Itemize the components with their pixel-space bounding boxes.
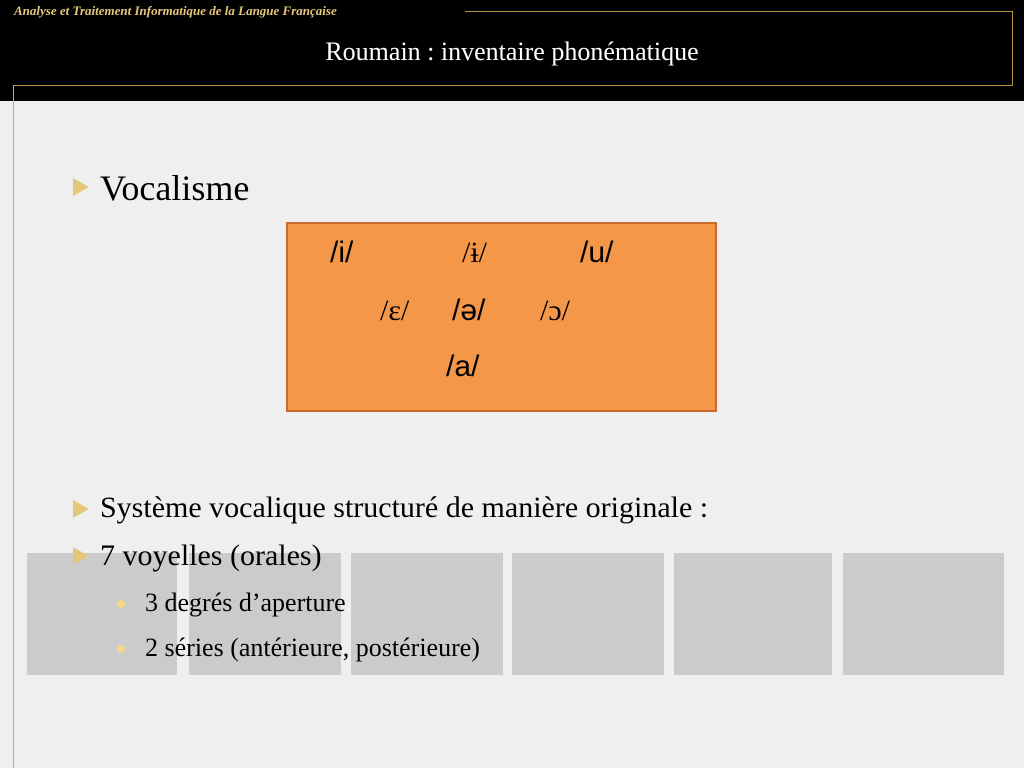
slide-title: Roumain : inventaire phonématique [325, 37, 699, 66]
vowel-i: /i/ [330, 236, 354, 269]
running-title: Analyse et Traitement Informatique de la Langue Française [14, 3, 337, 18]
vowel-a: /a/ [446, 350, 480, 383]
background-tile [512, 553, 664, 675]
sub-bullet-dot-icon [117, 600, 125, 608]
section-heading: Vocalisme [100, 168, 250, 208]
header-divider [465, 11, 1013, 12]
vowel-u: /u/ [580, 236, 614, 269]
bullet-arrow-icon [73, 547, 89, 565]
bullet-text: 7 voyelles (orales) [100, 539, 322, 572]
vowel-barred-i: /ɨ/ [462, 236, 488, 269]
bullet-arrow-icon [73, 178, 89, 196]
vowel-schwa: /ə/ [452, 294, 486, 327]
background-tile [843, 553, 1004, 675]
vowel-open-o: /ɔ/ [540, 294, 570, 327]
left-rule [13, 85, 14, 768]
bullet-text: Système vocalique structuré de manière originale : [100, 491, 709, 524]
sub-bullet-text: 3 degrés d’aperture [145, 588, 346, 617]
bullet-arrow-icon [73, 500, 89, 518]
background-tile [674, 553, 832, 675]
vowel-open-e: /ɛ/ [380, 294, 410, 327]
sub-bullet-text: 2 séries (antérieure, postérieure) [145, 633, 480, 662]
header-frame-bottom [13, 85, 1013, 86]
sub-bullet-dot-icon [117, 645, 125, 653]
vowel-chart [286, 222, 717, 412]
